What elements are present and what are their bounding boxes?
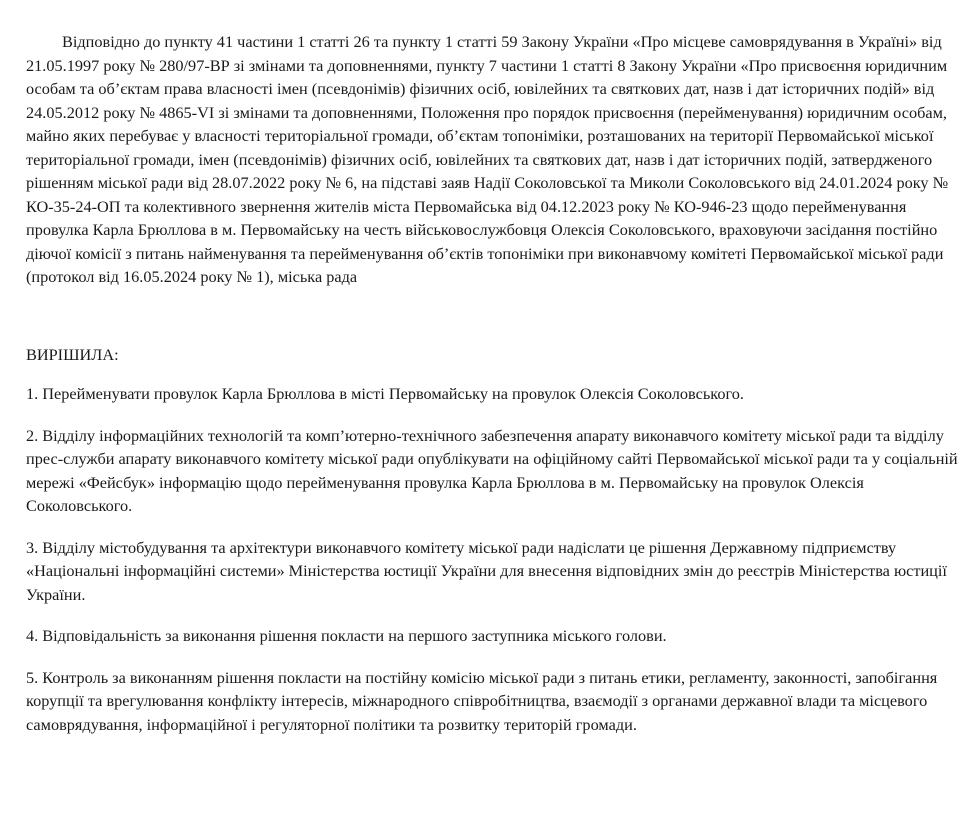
decision-document [26,30,962,736]
decision-item-4: 4. Відповідальність за виконання рішення покласти на першого заступника міського голови. [26,626,667,645]
decided-heading: ВИРІШИЛА: [26,344,119,364]
decision-item-2: 2. Відділу інформаційних технологій та комп’ютерно-технічного забезпечення апарату виконавчого комітету міської ради та відділу прес-служби апарату виконавчого комітету міської ради опублікувати на офіційному сайті Первомайської міської ради та у соціальній мережі «Фейсбук» інформацію щодо перейменування провулка Карла Брюллова в м. Первомайську на провулок Олексія Соколовського. [26,425,958,515]
decision-item-3: 3. Відділу містобудування та архітектури виконавчого комітету міської ради надіслати це рішення Державному підприємству «Національні інформаційні системи» Міністерства юстиції України для внесення відповідних змін до реєстрів Міністерства юстиції України. [26,537,947,604]
decision-item-1: 1. Перейменувати провулок Карла Брюллова в місті Первомайську на провулок Олексія Соколовського. [26,384,745,403]
preamble-paragraph: Відповідно до пункту 41 частини 1 статті 26 та пункту 1 статті 59 Закону України «Про місцеве самоврядування в Україні» від 21.05.1997 року № 280/97-ВР зі змінами та доповненнями, пункту 7 частини 1 статті 8 Закону України «Про присвоєння юридичним особам та об’єктам права власності імен (псевдонімів) фізичних осіб, ювілейних та святкових дат, назв і дат історичних подій» від 24.05.2012 року № 4865-VI зі змінами та доповненнями, Положення про порядок присвоєння (перейменування) юридичним особам, майно яких перебуває у власності територіальної громади, об’єктам топоніміки, розташованих на території Первомайської міської територіальної громади, імен (псевдонімів) фізичних осіб, ювілейних та святкових дат, назв і дат історичних подій, затвердженого рішенням міської ради від 28.07.2022 року № 6, на підставі заяв Надії Соколовської та Миколи Соколовського від 24.01.2024 року № КО-35-24-ОП та колективного звернення жителів міста Первомайська від 04.12.2023 року № КО-946-23 щодо перейменування провулка Карла Брюллова в м. Первомайську на честь військовослужбовця Олексія Соколовського, враховуючи засідання постійно діючої комісії з питань найменування та перейменування об’єктів топоніміки при виконавчому комітеті Первомайської міської ради (протокол від 16.05.2024 року № 1), міська рада [26,32,949,286]
decision-item-5: 5. Контроль за виконанням рішення покласти на постійну комісію міської ради з питань етики, регламенту, законності, запобігання корупції та врегулювання конфлікту інтересів, міжнародного співробітництва, взаємодії з органами державної влади та місцевого самоврядування, інформаційної і регуляторної політики та розвитку територій громади. [26,667,938,734]
